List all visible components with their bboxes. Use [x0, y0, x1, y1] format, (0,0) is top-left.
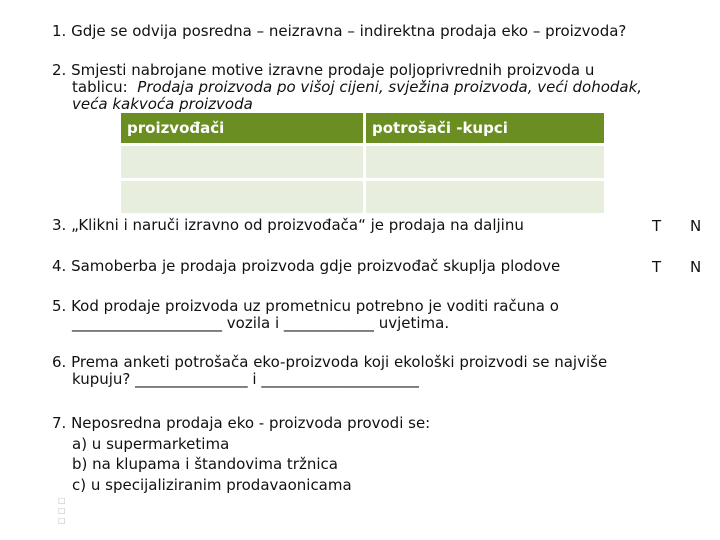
- table-row: [121, 146, 604, 178]
- table-header-row: [121, 113, 604, 143]
- q4-true-option[interactable]: T: [652, 258, 662, 276]
- slide-bullet-icon: □: [58, 506, 66, 515]
- option-a[interactable]: a) u supermarketima: [72, 434, 230, 453]
- q3-false-option[interactable]: N: [690, 217, 702, 235]
- question-7: [52, 413, 430, 495]
- question-1: 1. Gdje se odvija posredna – neizravna – indirektna prodaja eko – proizvoda?: [52, 22, 627, 40]
- table-cell[interactable]: [121, 181, 363, 213]
- question-2-motives: Prodaja proizvoda po višoj cijeni, svježina proizvoda, veći dohodak,: [137, 78, 643, 96]
- question-4: 4. Samoberba je prodaja proizvoda gdje proizvođač skuplja plodove: [52, 257, 561, 275]
- question-2-line2: [52, 79, 642, 96]
- table-cell[interactable]: [366, 181, 604, 213]
- question-5: [52, 298, 559, 332]
- table-row: [121, 181, 604, 213]
- table-cell[interactable]: [121, 146, 363, 178]
- option-c[interactable]: c) u specijaliziranim prodavaonicama: [72, 475, 352, 494]
- motives-table: [118, 110, 607, 216]
- header-consumers: potrošači -kupci: [366, 113, 604, 143]
- question-6-line2: kupuju? _______________ i _____________________: [72, 370, 419, 388]
- q3-true-option[interactable]: T: [652, 217, 662, 235]
- slide-bullet-icon: □: [58, 516, 66, 525]
- header-producers: proizvođači: [121, 113, 363, 143]
- question-3: 3. „Klikni i naruči izravno od proizvođača“ je prodaja na daljinu: [52, 216, 524, 234]
- option-b[interactable]: b) na klupama i štandovima tržnica: [72, 455, 338, 473]
- question-2-line1: 2. Smjesti nabrojane motive izravne prodaje poljoprivrednih proizvoda u: [52, 61, 595, 79]
- question-2: [52, 62, 642, 113]
- q4-false-option[interactable]: N: [690, 258, 702, 276]
- question-2-prefix: tablicu:: [72, 78, 128, 96]
- table-cell[interactable]: [366, 146, 604, 178]
- question-5-line2: ____________________ vozila i ____________ uvjetima.: [72, 314, 450, 332]
- question-2-line3: veća kakvoća proizvoda: [72, 95, 253, 113]
- question-5-line1: 5. Kod prodaje proizvoda uz prometnicu potrebno je voditi računa o: [52, 297, 559, 315]
- slide-bullet-icon: □: [58, 496, 66, 505]
- question-7-title: 7. Neposredna prodaja eko - proizvoda provodi se:: [52, 414, 431, 432]
- question-6-line1: 6. Prema anketi potrošača eko-proizvoda koji ekološki proizvodi se najviše: [52, 353, 608, 371]
- question-6: [52, 354, 607, 388]
